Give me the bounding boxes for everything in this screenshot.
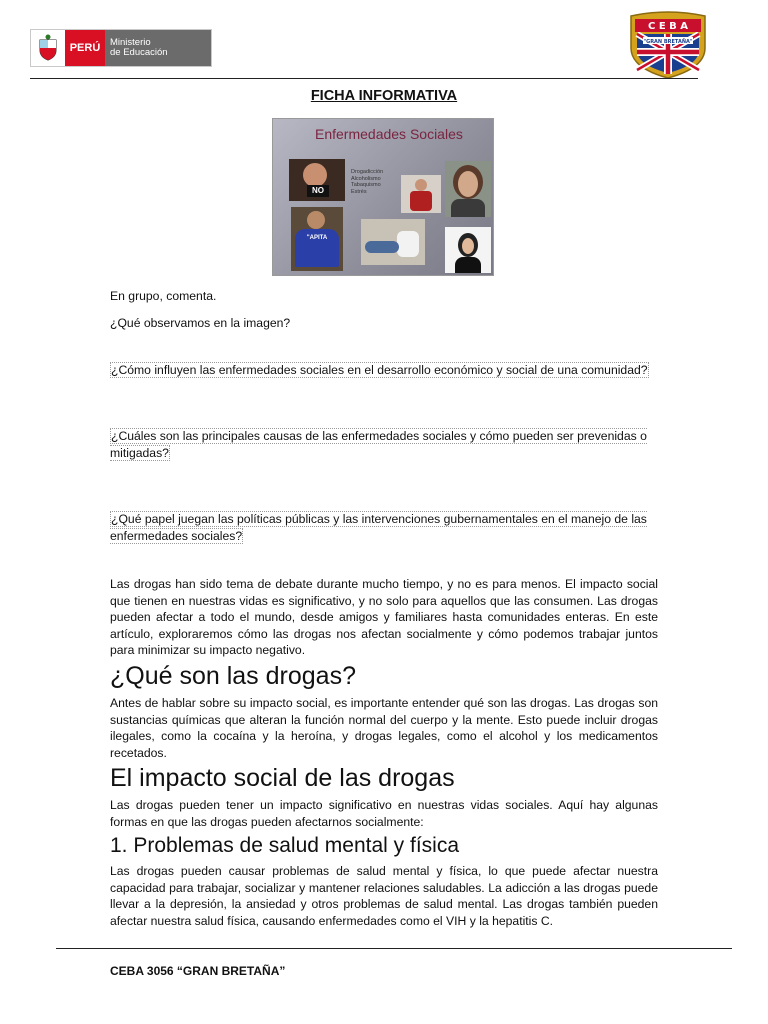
photo-blue-shirt [291, 207, 343, 271]
slide-list-item: Alcoholismo [351, 175, 381, 182]
question-text: ¿Qué papel juegan las políticas públicas y las intervenciones gubernamentales en el manejo de las enfermedades sociales? [110, 512, 647, 543]
section-paragraph: Antes de hablar sobre su impacto social, es importante entender qué son las drogas. Las drogas son sustancias químicas que alteran la función normal del cuerpo y la mente. Esto puede incluir drogas ilegales, como la cocaína y la heroína, y drogas legales, como el alcohol y los medicamentos recetados. [110, 696, 658, 760]
photo-portrait [445, 161, 491, 217]
ceba-logo-text: C E B A [648, 21, 688, 32]
question-text: ¿Qué observamos en la imagen? [110, 316, 291, 330]
ministry-line-2: de Educación [110, 47, 168, 58]
slide-list-item: Drogadicción [351, 169, 384, 175]
question-4 [110, 511, 658, 544]
peru-coat-of-arms-icon [31, 30, 65, 66]
photo-no-drugs [289, 159, 345, 201]
question-1 [110, 315, 658, 332]
ceba-shield-logo [625, 10, 711, 80]
photo-sitting-person [401, 175, 441, 213]
shirt-text: "APITA [295, 229, 339, 267]
photo-stressed-woman [445, 227, 491, 273]
footer-school-name: CEBA 3056 “GRAN BRETAÑA” [110, 964, 286, 978]
section-heading: El impacto social de las drogas [110, 764, 455, 792]
slide-list-item: Estrés [351, 188, 367, 195]
section-subheading: 1. Problemas de salud mental y física [110, 834, 460, 857]
page-title: FICHA INFORMATIVA [310, 88, 458, 104]
section-heading: ¿Qué son las drogas? [110, 662, 356, 690]
footer-divider [56, 948, 732, 949]
question-2 [110, 362, 658, 379]
peru-label: PERÚ [65, 30, 105, 66]
section-paragraph: Las drogas pueden tener un impacto significativo en nuestras vidas sociales. Aquí hay algunas formas en que las drogas pueden afectarnos socialmente: [110, 798, 658, 829]
header-divider [30, 78, 698, 79]
slide-title: Enfermedades Sociales [315, 126, 463, 142]
slide-list-item: Tabaquismo [351, 182, 381, 188]
ceba-logo-subtext: "GRAN BRETAÑA" [643, 39, 693, 45]
slide-list [351, 169, 383, 195]
ministry-name [105, 30, 211, 66]
question-text: ¿Cómo influyen las enfermedades sociales en el desarrollo económico y social de una comunidad? [111, 363, 648, 377]
question-text: ¿Cuáles son las principales causas de las enfermedades sociales y cómo pueden ser prevenidas o mitigadas? [110, 429, 647, 460]
no-sign-text: NO [307, 185, 329, 197]
ministry-logo [30, 29, 212, 67]
group-prompt: En grupo, comenta. [110, 289, 217, 303]
social-diseases-image [272, 118, 494, 276]
intro-paragraph: Las drogas han sido tema de debate durante mucho tiempo, y no es para menos. El impacto social que tienen en nuestras vidas es significativo, y no solo para aquellos que las consumen. Las drogas pueden afectar a todo el mundo, desde amigos y familiares hasta comunidades enteras. En este artículo, exploraremos cómo las drogas nos afectan socialmente y cómo podemos trabajar juntos para minimizar su impacto negativo. [110, 577, 658, 657]
photo-bathroom [361, 219, 425, 265]
ministry-line-1: Ministerio [110, 37, 151, 48]
section-paragraph: Las drogas pueden causar problemas de salud mental y física, lo que puede afectar nuestra capacidad para trabajar, socializar y mantener relaciones saludables. La adicción a las drogas puede llevar a la depresión, la ansiedad y otros problemas de salud mental. Las drogas también pueden afectar nuestra salud física, causando enfermedades como el VIH y la hepatitis C. [110, 864, 658, 928]
question-3 [110, 428, 658, 461]
